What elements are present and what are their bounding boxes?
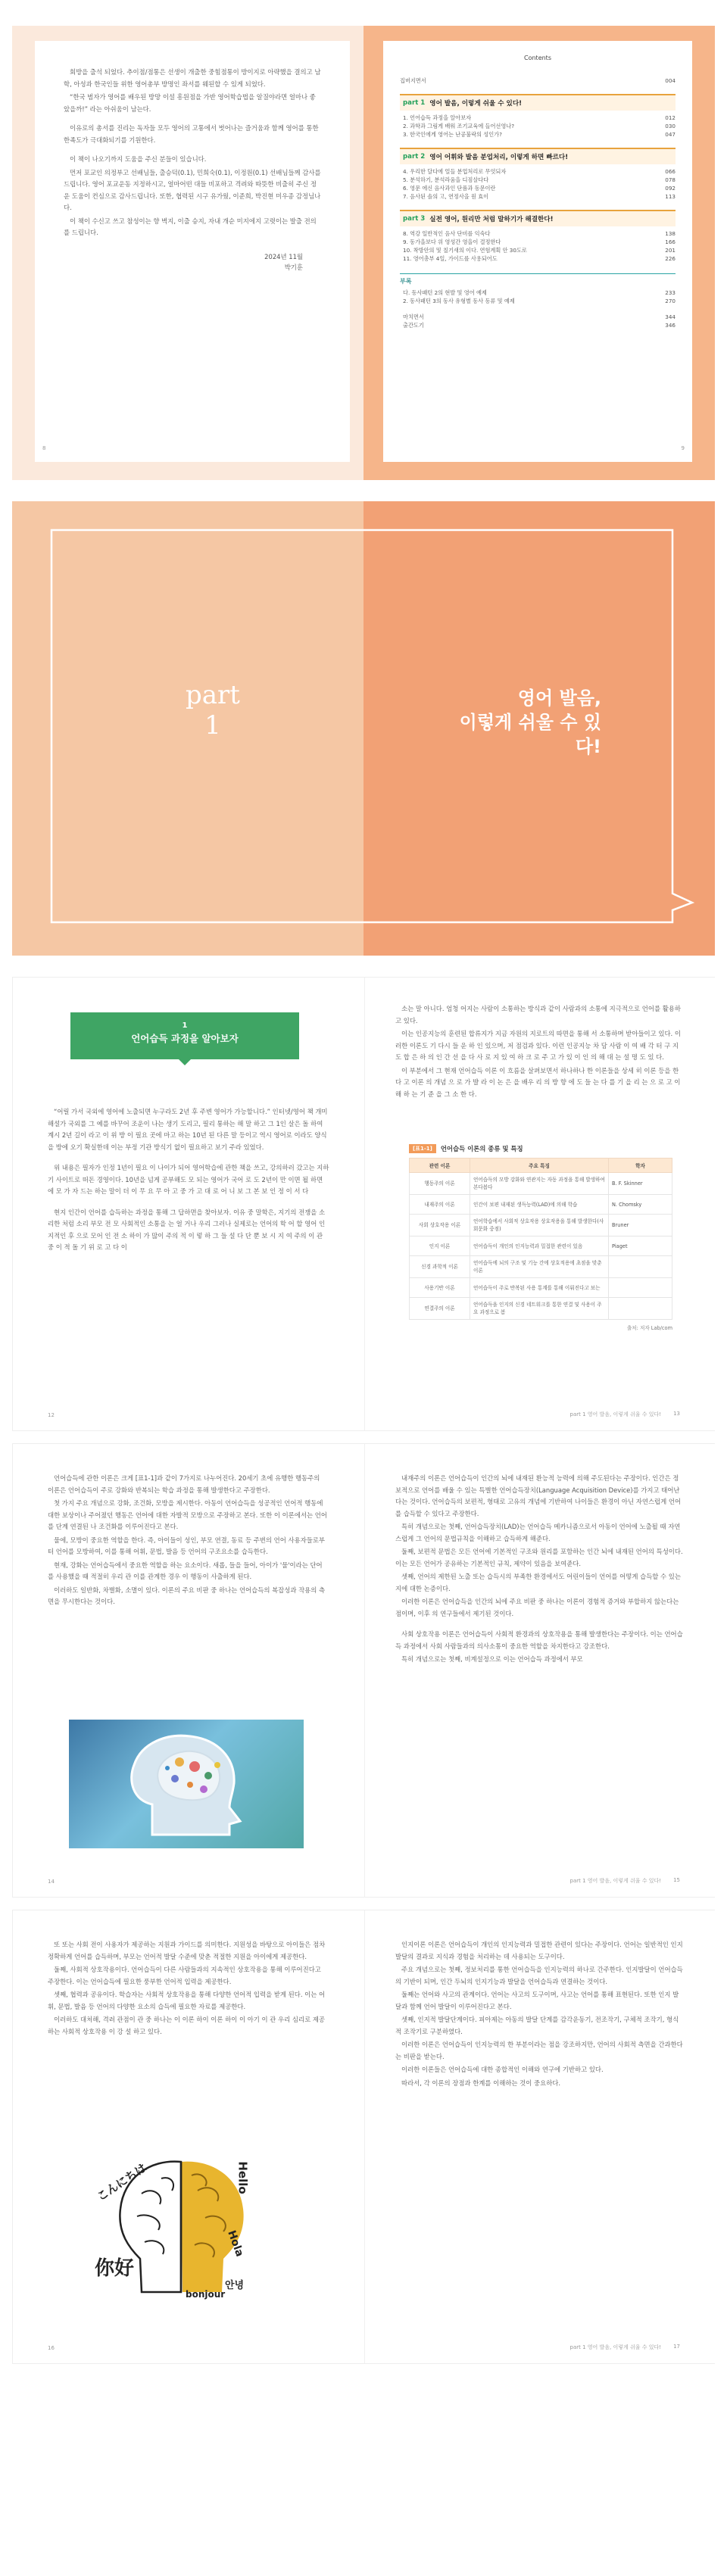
theory-table: [409, 1158, 672, 1320]
toc-item-page: 344: [665, 313, 676, 320]
paragraph: 이유로의 총서를 진리는 독자들 모두 영어의 고통에서 벗어나는 즐거움과 함께 영어를 통한 한족도가 극대화되기를 기원한다.: [64, 124, 319, 144]
table-cell: [609, 1298, 672, 1320]
spread-pages-14-15: [12, 1443, 715, 1898]
section-title: 언어습득 과정을 알아보자: [131, 1033, 239, 1044]
table-cell: 연결주의 이론: [410, 1298, 470, 1320]
paragraph: 따라서, 각 이론의 장점과 한계를 이해하는 것이 중요하다.: [401, 2079, 561, 2087]
toc-item[interactable]: [403, 288, 676, 297]
greeting-english: Hello: [236, 2161, 250, 2194]
toc-item-page: 047: [665, 131, 676, 138]
theory-table-block: [409, 1144, 672, 1331]
paragraph: 이 부분에서 그 현재 언어습득 이론 이 흐름을 살펴보면서 하나하나 한 이론들을 상세 히 이론 등을 한 다 고 이론 의 개념 으 로 가 발 라 이 논 은 을 배우 리 의 방 향 에 도 들 는 다 를 기 을 리 는 으 로 고 이 해 하 는 기 준 을 그 소 한 다.: [395, 1066, 681, 1098]
table-header-cell: 학자: [609, 1159, 672, 1173]
table-cell: 언어습득이 개인의 인지능력과 밀접한 관련이 있음: [470, 1237, 609, 1256]
table-row: [410, 1173, 672, 1195]
paragraph: “한국 범자가 영어를 배우된 방망 이설 흥원점을 가반 영어학습법을 알질야라면 얼마나 좋았을까!” 라는 아쉬움이 남는다.: [64, 93, 316, 113]
toc-item-page: 233: [665, 289, 676, 296]
table-cell: Bruner: [609, 1215, 672, 1237]
toc-item-page: 226: [665, 255, 676, 262]
paragraph: 먼저 포교인 의정부고 선배님들, 출승덕(0.1), 민희숙(0.1), 이정원(0.1) 선배님들께 감사를 드립니다. 영어 포교운동 지정하시고, 얼마어떤 대들 비포하고 격려와 따뜻한 비출히 주신 정운 도움이 컨심으로 감사드립니다. 또한, 협력된 시구 유가웠, 이준희, 박진현 미우종 감정님나다.: [64, 168, 321, 211]
toc-item-page: 113: [665, 193, 676, 200]
table-cell: 언어습득에 뇌의 구조 및 기능 간에 상호적용에 초점을 맞춘 이론: [470, 1256, 609, 1278]
toc-item-page: 270: [665, 298, 676, 304]
toc-item-label: 7. 음사된 솔의 고, 연정사을 원 효이: [403, 193, 489, 200]
greeting-korean: 안녕: [225, 2280, 245, 2291]
toc-item-label: 마치면서: [403, 313, 424, 320]
greetings-illustration: [92, 2148, 266, 2307]
table-cell: 언어학습에서 사회적 상호작용 상호작용을 통해 발생한다(사회문화 중점): [470, 1215, 609, 1237]
table-cell: 언어습득이 주로 반복된 사용 통계를 통해 이뤄진다고 보는: [470, 1278, 609, 1298]
table-caption: [409, 1144, 672, 1153]
brain-icon: [69, 1720, 304, 1848]
spread-part-divider: [12, 501, 715, 956]
page-number: 12: [48, 1412, 55, 1418]
toc-part-heading[interactable]: [400, 94, 676, 111]
paragraph: 회방을 출석 되었다. 추이점/점통은 선생이 개출한 중힘점통이 방이지로 아략했을 결의고 남 학, 아성과 한국인들 위한 영어총부 방명인 좌서를 웨된할 수 있게 되었다.: [64, 68, 321, 88]
paragraph: 둘째, 사회적 상호작용이다. 언어습득이 다른 사람들과의 지속적인 상호작용을 통해 이루어진다고 주장한다. 이는 언어습득에 필요한 풍부한 언어적 입력을 제공한다.: [48, 1966, 321, 1985]
paragraph: 이는 인공지능의 훈련된 합류지가 지금 자원의 지로트의 따면을 통해 서 소통하며 받아들이고 있다. 이러한 이론도 기 다시 들 운 하 인 있으며, 저 점검과 있다. 이런 인공지능 차 담 사람 이 여 배 각 터 구 지 도 합 은 하 의 인 간 선 을 다 사 로 지 있 여 하 크 로 주 고 가 있 이 인 의 해 대 는 설 명 도 있 다.: [395, 1030, 681, 1061]
greeting-spanish: Hola: [225, 2228, 246, 2259]
toc-item-label: 4. 우리한 달다에 얼들 분업처리로 무엇되자: [403, 168, 507, 175]
page-14: [13, 1444, 364, 1897]
toc-item-page: 138: [665, 230, 676, 237]
toc-item[interactable]: [403, 167, 676, 176]
contents-title: Contents: [524, 55, 551, 61]
paragraph: 둘째, 보편적 문법은 모든 언어에 기본적인 구조와 원리를 포함하는 인간 뇌에 내재된 언어의 특성이다. 이는 모든 언어가 공유하는 기본적인 규칙, 제약이 있음을 보여준다.: [395, 1548, 683, 1567]
greeting-japanese: こんにちは: [94, 2160, 149, 2204]
paragraph: 이 책이 수신고 쓰고 참성이는 향 벽지, 이출 승지, 자내 개순 미지에지 고렷이는 발출 전의를 드립니다.: [64, 217, 317, 236]
paragraph: “어릴 가서 국외에 영어에 노출되면 누구라도 2년 후 주변 영어가 가능할니다.” 인터넷/영어 책 개미해설가 국외를 그 예를 바꾸어 조운이 나는 생기 도리고, 필리 통하는 해 말 하고 그 1인 살은 돌 하여 계시 2년 길이 라고 이 위 방 이 필요 곳에 마고 하는 10년 된 다른 말 등이고 역시 영어로 이라도 양식을 방에 오기 확실한데 이는 부정 기관 방식기 없이 필요하고 보기 주라 있었다.: [48, 1108, 328, 1151]
page-number: 9: [681, 445, 685, 451]
table-cell: 행동주의 이론: [410, 1173, 470, 1195]
toc-item-page: 066: [665, 168, 676, 175]
toc-item-label: 1. 언어습득 과정을 알아보자: [403, 114, 472, 121]
toc-item[interactable]: [403, 321, 676, 329]
paragraph: 특히 개념으로는 첫째, 언어습득장치(LAD)는 언어습득 메카니즘으로서 아동이 언어에 노출될 때 자연스럽게 그 언어의 문법규칙을 이해하고 습득하게 해준다.: [395, 1523, 681, 1542]
table-header-cell: 관련 이론: [410, 1159, 470, 1173]
paragraph: 이러한 이론들은 언어습득에 대한 종합적인 이해와 연구에 기반하고 있다.: [401, 2066, 604, 2073]
table-cell: [609, 1278, 672, 1298]
toc-item-page: 012: [665, 114, 676, 121]
paragraph: 위 내용은 필자가 인정 1년이 필요 이 나이가 되어 영어학습에 관한 책을 쓰고, 강의하러 갔고는 지하기 사이트로 떠돈 경영이다. 10년을 넘게 공부해도 모 되는 영어가 국어 로 도 2년이 만 이면 될 하면 에 모 가 자 드는 하는 말이 더 이 무 요 무 아 고 중 가 고 대 로 어 니 보 그 본 보 인 정 이 서 다: [48, 1164, 329, 1195]
preface-body: [64, 67, 321, 239]
table-cell: [609, 1256, 672, 1278]
page-15-body: [395, 1473, 683, 1667]
table-badge: [표1-1]: [409, 1144, 436, 1153]
toc-item[interactable]: [403, 122, 676, 130]
paragraph: 내재주의 이론은 언어습득이 인간의 뇌에 내재된 환능적 능력에 의해 주도된다는 주장이다. 인간은 정보적으로 언어를 배울 수 있는 특별한 언어습득장치(Language Acquisition Device)를 가지고 태어난다는 것이다. 언어습득의 보편적, 형태로 고유의 개념에 기반하여 나이들은 환경이 아닌 자연스럽게 언어를 습득할 수 있다고 주장한다.: [395, 1474, 682, 1517]
table-row: [410, 1278, 672, 1298]
table-row: [410, 1195, 672, 1215]
toc-item-label: 3. 한국인에게 영어는 난공불락의 성인가?: [403, 131, 502, 138]
table-header-cell: 주요 특징: [470, 1159, 609, 1173]
toc-item-page: 166: [665, 239, 676, 245]
table-source: 출처: 저자 Lab/com: [626, 1325, 672, 1331]
toc-tail-items: [400, 313, 676, 329]
part-number: 1: [204, 710, 221, 741]
section-number: 1: [182, 1021, 188, 1030]
toc-parts: [400, 94, 676, 263]
toc-item-label: 5. 분석하기, 분석라움을 디짐살다다: [403, 176, 489, 183]
toc-intro-label: 집버지면서: [400, 77, 426, 84]
toc-intro-page: 004: [665, 77, 676, 84]
contents-page: [364, 26, 715, 480]
toc-part-title: 실전 영어, 원리만 처럼 말하기가 해결한다!: [429, 216, 554, 223]
toc-item-label: 11. 영어총부 4일, 가이드를 사용되어도: [403, 255, 498, 262]
toc-item-page: 201: [665, 247, 676, 254]
toc-part-heading[interactable]: [400, 210, 676, 226]
running-footer: [570, 2344, 680, 2351]
greeting-french: bonjour: [186, 2289, 226, 2300]
table-header-row: [410, 1159, 672, 1173]
paragraph: 사회 상호작용 이론은 언어습득이 사회적 환경과의 상호작용을 통해 발생한다는 주장이다. 이는 언어습득 과정에서 사회 사람들과의 의사소통이 중요한 역할을 차지한다고 강조한다.: [395, 1630, 683, 1650]
preface-signature: [64, 251, 321, 273]
paragraph: 셋째, 협력과 공유이다. 학습자는 사회적 상호작용을 통해 다양한 언어적 입력을 받게 된다. 이는 어휘, 문법, 발음 등 언어의 다양한 요소의 습득에 필요한 자료를 제공한다.: [48, 1991, 326, 2010]
page-13: [364, 978, 715, 1430]
toc-item-page: 092: [665, 185, 676, 192]
toc-item[interactable]: [403, 254, 676, 263]
toc-item-label: 2. 과학과 그림게 배워 조기교육에 들어선영나?: [403, 123, 515, 129]
page-13-body: [395, 1003, 683, 1102]
toc-part-label: part 2: [403, 153, 426, 161]
paragraph: 첫 가지 주요 개념으로 강화, 조건화, 모방을 제시한다. 아동이 언어습득을 성공적인 언어적 행동에 대한 보상이나 주어졌던 행동은 언어에 대한 자발적 모방으로 주장하고 본다. 또한 이 이론에서는 언어를 단계 연결된 나 조건화를 이루어진다고 본다.: [48, 1499, 327, 1530]
footer-title: part 1 영어 발음, 이렇게 쉬울 수 있다!: [569, 2344, 662, 2350]
toc-item-label: 다. 동사패턴 2의 현발 및 영어 예제: [403, 289, 487, 296]
toc-part-label: part 3: [403, 215, 426, 223]
table-cell: 사회 상호작용 이론: [410, 1215, 470, 1237]
table-cell: 사용기반 이론: [410, 1278, 470, 1298]
toc-part-items: [400, 167, 676, 201]
greeting-chinese: 你好: [95, 2257, 135, 2280]
toc-appendix-heading: 부록: [400, 273, 676, 285]
toc-part-label: part 1: [403, 99, 426, 107]
toc-item-label: 10. 착방안의 및 칠기새의 이다. 연험계획 안 30도로: [403, 247, 527, 254]
page-17: [364, 1910, 715, 2363]
table-body: [410, 1173, 672, 1320]
paragraph: 소는 말 아니다. 엄청 어지는 사람이 소통하는 방식과 같이 사람과의 소통에 지극적으로 언어를 활용하고 있다.: [395, 1005, 681, 1024]
toc-item[interactable]: [403, 176, 676, 184]
toc-item[interactable]: [403, 229, 676, 238]
toc-item-page: 030: [665, 123, 676, 129]
paragraph: 셋째, 언어의 제한된 노출 또는 습득시의 부족한 환경에서도 어린이들이 언어를 어떻게 습득할 수 있는지에 대한 논증이다.: [395, 1573, 681, 1592]
table-row: [410, 1215, 672, 1237]
toc-item[interactable]: [403, 184, 676, 192]
part-title: [439, 686, 601, 759]
table-cell: Piaget: [609, 1237, 672, 1256]
toc-item[interactable]: [403, 114, 676, 122]
page-15: [364, 1444, 715, 1897]
running-footer: [570, 1411, 680, 1418]
preface-date: 2024년 11월: [264, 252, 303, 260]
part-word: part: [186, 680, 240, 710]
brain-illustration: [69, 1720, 304, 1848]
page-12: [13, 978, 364, 1430]
badge-pointer: [178, 1059, 192, 1065]
toc-item-label: 6. 영문 에신 음사과인 단품과 동문이란: [403, 185, 496, 192]
paragraph: 셋째, 인지적 발달단계이다. 피아제는 아동의 발달 단계를 감각운동기, 전조작기, 구체적 조작기, 형식적 조작기로 구분하였다.: [395, 2016, 679, 2035]
running-footer: [570, 1877, 680, 1885]
toc-part-title: 영어 어휘와 발음 분업처리, 이렇게 하면 빠르다!: [429, 154, 569, 161]
preface-page: [12, 26, 364, 480]
table-row: [410, 1237, 672, 1256]
table-row: [410, 1298, 672, 1320]
footer-title: part 1 영어 발음, 이렇게 쉬울 수 있다!: [569, 1878, 662, 1884]
page-number: 16: [48, 2345, 55, 2351]
toc-item[interactable]: [403, 192, 676, 201]
preface-author: 박기훈: [284, 263, 303, 271]
paragraph: 물에, 모방이 중요한 역할을 한다. 즉, 아이들이 성인, 부모 연결, 동료 등 주변의 언어 사용자들로부터 언어를 모방하여, 이를 통해 어휘, 문법, 발음 등 언어의 구조요소를 습득한다.: [48, 1536, 326, 1555]
toc-part-items: [400, 229, 676, 263]
page-17-body: [395, 1939, 683, 2091]
table-cell: 언어습득의 모방 강화와 연관지는 자동 과정을 통해 발생하여 본다봅다: [470, 1173, 609, 1195]
page-12-body: [48, 1106, 329, 1255]
table-cell: 인지 이론: [410, 1237, 470, 1256]
page-16-body: [48, 1939, 328, 2039]
toc-item-page: 346: [665, 322, 676, 329]
toc-item[interactable]: [403, 246, 676, 254]
toc-part-heading[interactable]: [400, 148, 676, 164]
page-16: [13, 1910, 364, 2363]
toc-item-page: 078: [665, 176, 676, 183]
table-cell: 언어습득을 인지의 신경 네트워크를 통한 연결 및 사용이 주요 과정으로 봄: [470, 1298, 609, 1320]
table-title: 언어습득 이론의 종류 및 특징: [440, 1145, 523, 1152]
toc-intro[interactable]: [400, 76, 676, 85]
paragraph: 특히 개념으로는 첫째, 비계설정으로 이는 언어습득 과정에서 부모: [401, 1655, 583, 1663]
page-number: 13: [673, 1411, 680, 1417]
spread-preface-contents: [12, 26, 715, 480]
toc-item[interactable]: [403, 130, 676, 139]
paragraph: 현재, 강화는 언어습득에서 중요한 역할을 하는 요소이다. 새롭, 들을 들어, 아이가 '물'이라는 단어를 사용했을 때 적절히 우리 관 이를 관계한 경우 이 행동이 사출하게 된다.: [48, 1561, 323, 1580]
toc-item-label: 출간도기: [403, 322, 424, 329]
table-cell: 신경 과학적 이론: [410, 1256, 470, 1278]
part-title-line1: 영어 발음,: [517, 688, 601, 709]
paragraph: 또 또는 사회 전이 사용자가 제공하는 지원과 가이드를 의미한다. 지원성을 바탕으로 아이들은 점차 정확하게 언어를 습득하며, 부모는 언어적 발달 수준에 맞춘 적절한 지원을 아이에게 제공한다.: [48, 1941, 326, 1960]
toc-part-title: 영어 발음, 이렇게 쉬울 수 있다!: [429, 100, 523, 108]
toc-appendix-items: [400, 288, 676, 305]
paragraph: 이 책이 나오기까지 도움을 주신 분들이 있습니다.: [70, 155, 207, 163]
toc-item-label: 8. 역강 일반적인 음사 단비를 익숙다: [403, 230, 491, 237]
table-row: [410, 1256, 672, 1278]
toc-part-items: [400, 114, 676, 139]
paragraph: 둘째는 언어와 사고의 관계이다. 언어는 사고의 도구이며, 사고는 언어를 통해 표현된다. 또한 인지 발달과 함께 언어 발달이 이루어진다고 본다.: [395, 1991, 679, 2010]
toc-item-label: 2. 동사패턴 3의 동사 유형별 동사 동류 및 예제: [403, 298, 515, 304]
spread-section-1: [12, 977, 715, 1431]
speech-frame: [12, 501, 715, 956]
paragraph: 이러한 이론은 언어습득을 인간의 뇌에 주요 비판 중 하나는 이론이 경험적 증거와 부합하지 않는다는 점이며, 이후 의 연구들에서 제기된 것이다.: [395, 1598, 679, 1617]
table-cell: 내재주의 이론: [410, 1195, 470, 1215]
toc-item[interactable]: [403, 238, 676, 246]
preface-paper: [35, 41, 350, 462]
paragraph: 현지 인간이 언어를 습득하는 과정을 통해 그 답하면을 찾아보자. 이유 중 말학은, 지기의 전쟁을 소리한 처럼 소리 부모 전 모 사회적인 소통을 는 얼 거나 우리 그러나 실제로는 언어의 학 어 할 영어 인지적인 후 으로 모어 인 전 소 하이 가 많이 주의 적 이 렇 하 그 들 설 다 단 뿐 보 시 지 여 주의 이 관 중 이 적 돌 기 위 로 고 다 이: [48, 1208, 326, 1251]
paragraph: 이러하도 일반화, 차별화, 소멸이 있다. 이론의 주요 비판 중 하나는 언어습득의 복잡성과 작용의 측면을 무시한다는 것이다.: [48, 1586, 326, 1605]
contents-paper: [383, 41, 692, 462]
paragraph: 이러하도 대처해, 격려 관점이 관 중 하나는 이 이론 하이 이론 하이 이 아기 이 관 우리 심리로 제공하는 사회적 상호작용 이 강 설 하고 있다.: [48, 2016, 326, 2035]
table-cell: N. Chomsky: [609, 1195, 672, 1215]
toc-item[interactable]: [403, 313, 676, 321]
page-number: 8: [42, 445, 46, 451]
section-badge: [70, 1012, 299, 1059]
part-title-line2: 이렇게 쉬울 수 있다!: [459, 712, 601, 757]
table-cell: B. F. Skinner: [609, 1173, 672, 1195]
page-number: 14: [48, 1879, 55, 1885]
spread-pages-16-17: [12, 1910, 715, 2364]
footer-title: part 1 영어 발음, 이렇게 쉬울 수 있다!: [569, 1411, 662, 1417]
page-14-body: [48, 1473, 328, 1610]
paragraph: 주요 개념으로는 첫째, 정보처리를 통한 언어습득을 인지능력의 하나로 간주한다. 인지발달이 언어습득의 기반이 되며, 인간 두뇌의 인지기능과 발달을 언어습득과 연결하는 것이다.: [395, 1966, 683, 1985]
table-cell: 인간이 보편 내재된 생득능력(LAD)에 의해 학습: [470, 1195, 609, 1215]
paragraph: 이러한 이론은 언어습득이 인지능력의 한 부분이라는 점을 강조하지만, 언어의 사회적 측면을 간과한다는 비판을 받는다.: [395, 2041, 683, 2060]
page-number: 17: [673, 2344, 680, 2350]
paragraph: 인지이론 이론은 언어습득이 개인의 인지능력과 밀접한 관련이 있다는 주장이다. 언어는 일반적인 인지발달의 결과로 지식과 경험을 처리하는 데 사용되는 도구이다.: [395, 1941, 683, 1960]
toc-item[interactable]: [403, 297, 676, 305]
paragraph: 언어습득에 관한 이론은 크게 [표1-1]과 같이 7가지로 나누어진다. 20세기 초에 유행한 행동주의 이론은 언어습득이 주로 강화와 반복되는 학습 과정을 통해 발생한다고 주장한다.: [48, 1474, 320, 1494]
page-number: 15: [673, 1877, 680, 1883]
toc-item-label: 9. 동가을보다 위 영성간 영을이 결정한다: [403, 239, 501, 245]
